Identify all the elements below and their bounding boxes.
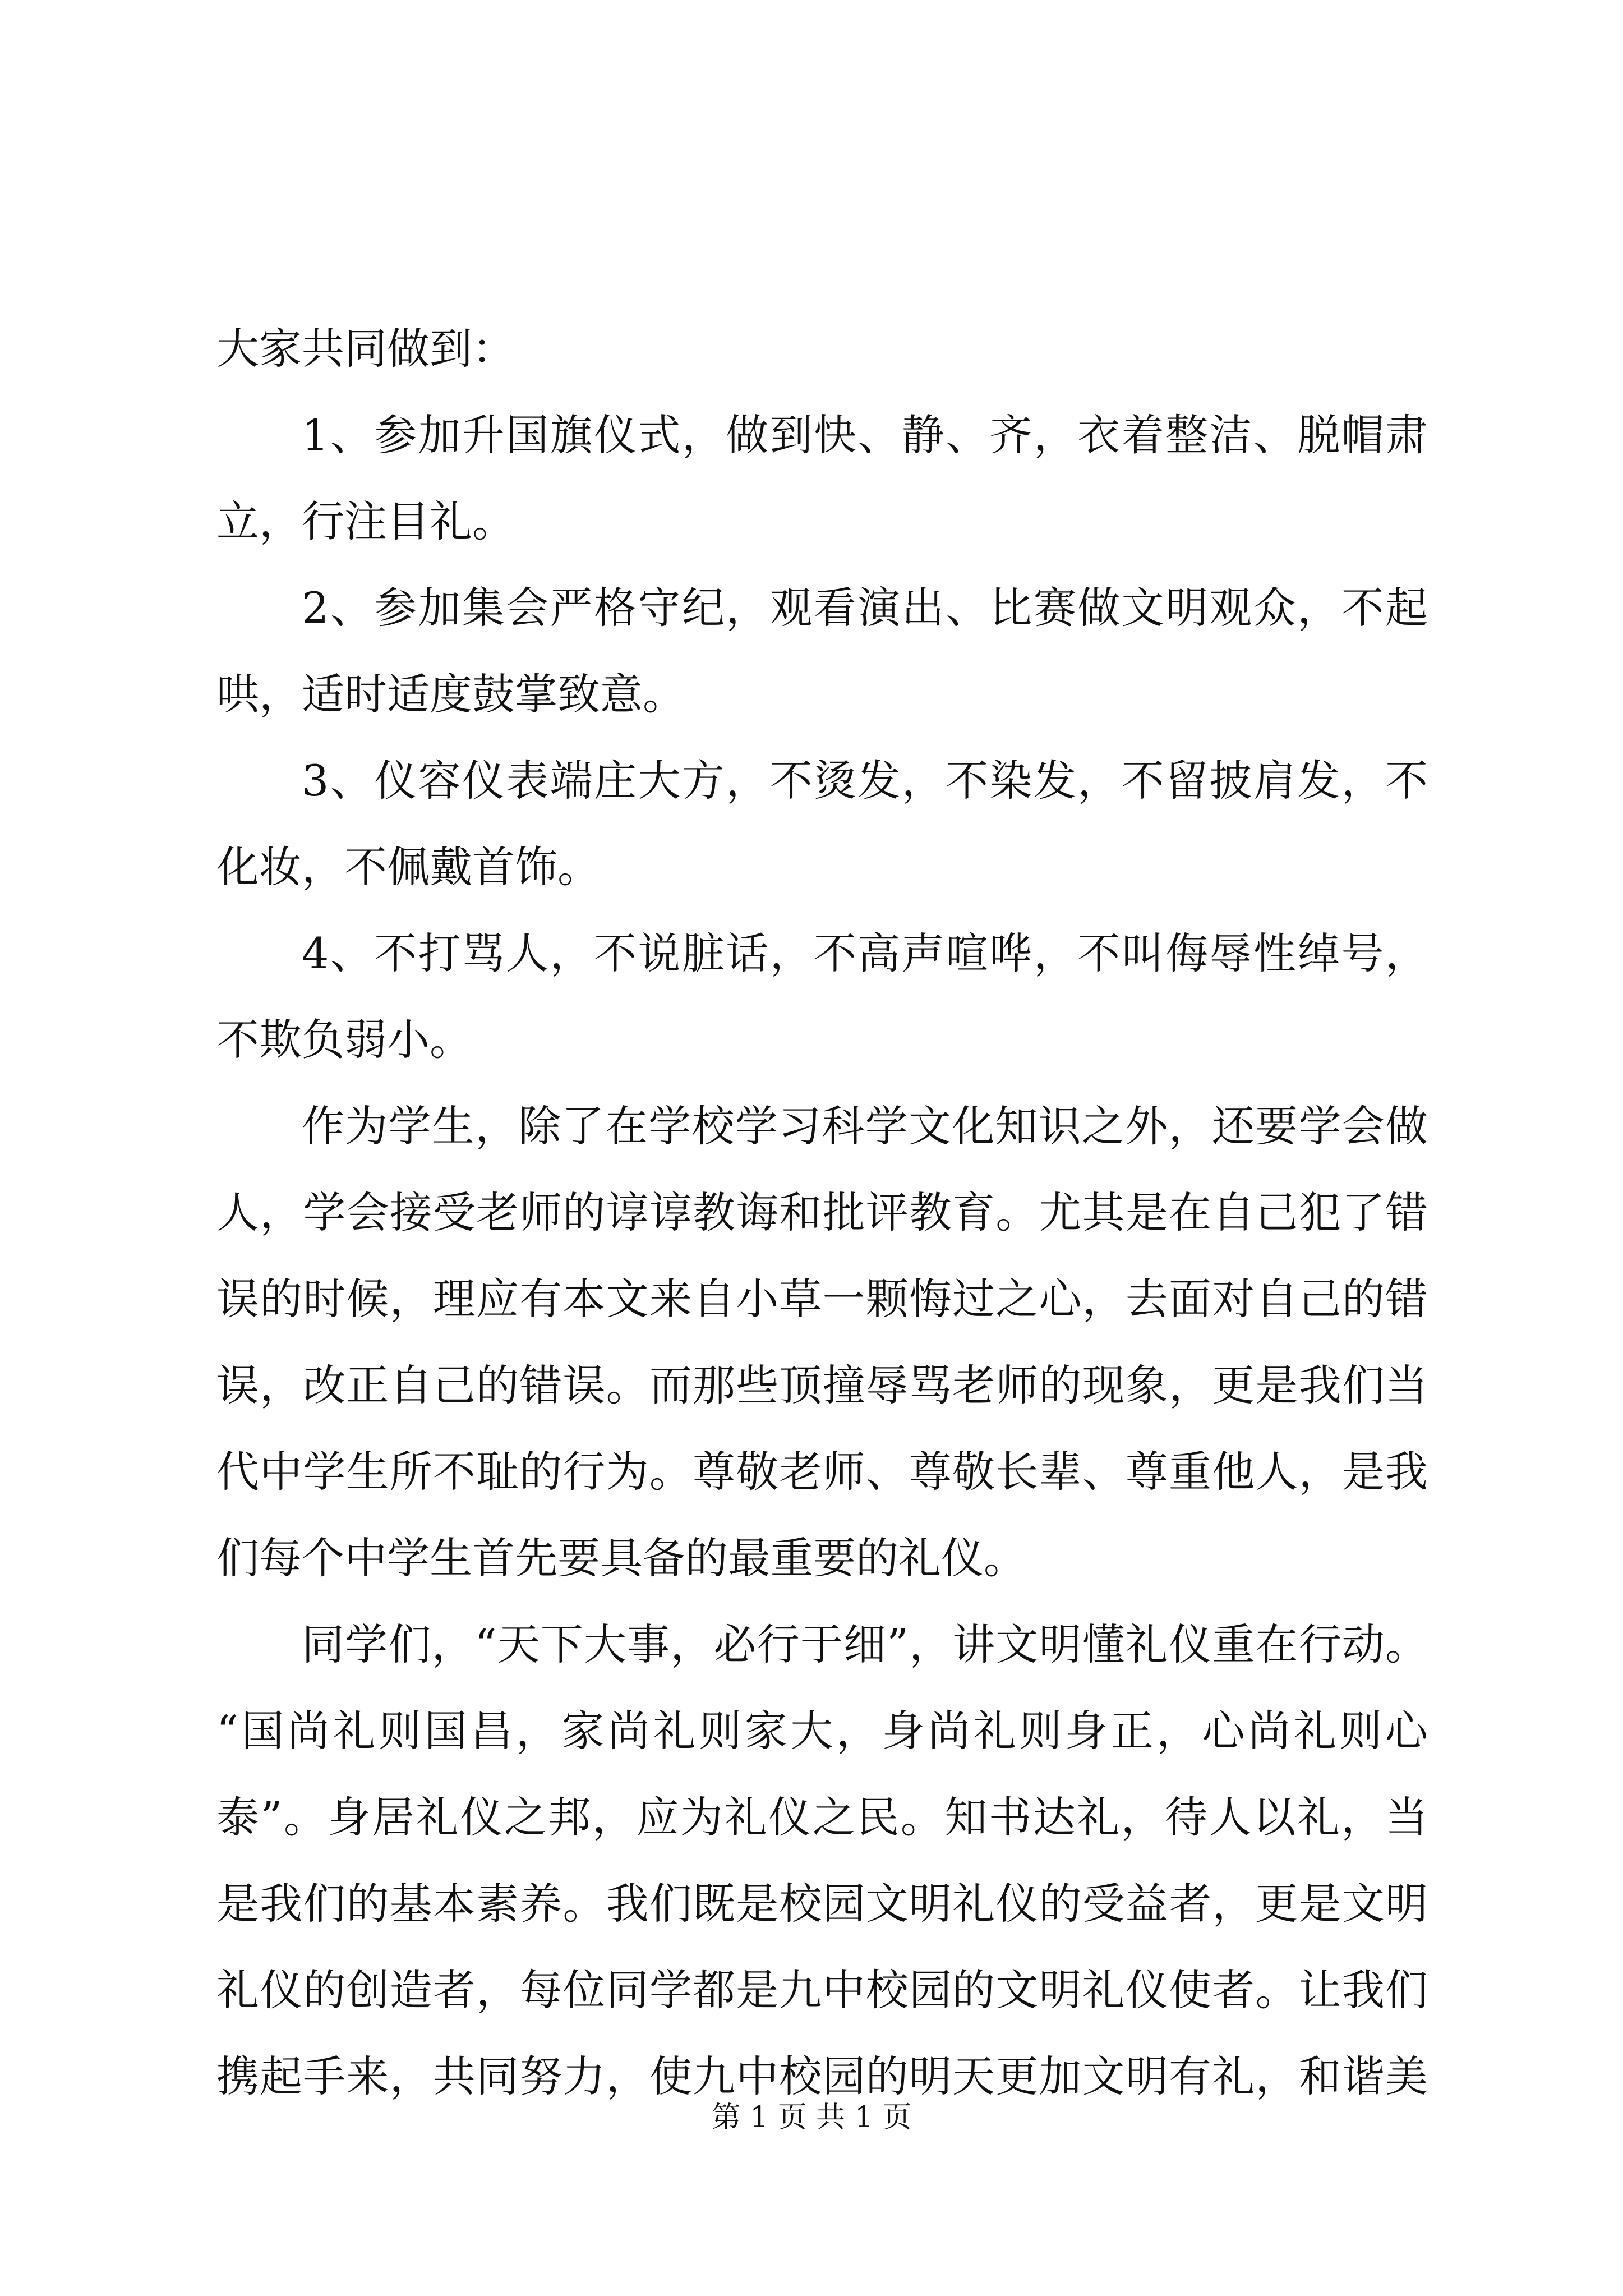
text-line: 礼仪的创造者，每位同学都是九中校园的文明礼仪使者。让我们 (216, 1965, 1428, 2015)
text-line: 们每个中学生首先要具备的最重要的礼仪。 (216, 1533, 1026, 1583)
text-line: 3、仪容仪表端庄大方，不烫发，不染发，不留披肩发，不 (302, 756, 1428, 806)
text-line: 误的时候，理应有本文来自小草一颗悔过之心，去面对自己的错 (216, 1274, 1428, 1324)
body-text (216, 306, 1428, 2120)
text-line: 同学们，“天下大事，必行于细”，讲文明懂礼仪重在行动。 (302, 1619, 1428, 1669)
text-line: 误，改正自己的错误。而那些顶撞辱骂老师的现象，更是我们当 (216, 1360, 1428, 1410)
text-line: 4、不打骂人，不说脏话，不高声喧哗，不叫侮辱性绰号， (302, 928, 1428, 978)
text-line: 作为学生，除了在学校学习科学文化知识之外，还要学会做 (302, 1101, 1428, 1151)
text-line: 立，行注目礼。 (216, 496, 515, 546)
text-line: 化妆，不佩戴首饰。 (216, 842, 600, 892)
text-line: 大家共同做到： (216, 324, 515, 374)
text-line: 是我们的基本素养。我们既是校园文明礼仪的受益者，更是文明 (216, 1879, 1428, 1929)
page-number-footer: 第 1 页 共 1 页 (711, 2101, 912, 2134)
text-line: 人，学会接受老师的谆谆教诲和批评教育。尤其是在自己犯了错 (216, 1188, 1428, 1237)
text-line: 哄，适时适度鼓掌致意。 (216, 669, 685, 719)
text-line: 不欺负弱小。 (216, 1015, 472, 1065)
text-line: 代中学生所不耻的行为。尊敬老师、尊敬长辈、尊重他人，是我 (216, 1447, 1428, 1497)
text-line: 1、参加升国旗仪式，做到快、静、齐，衣着整洁、脱帽肃 (302, 410, 1428, 460)
text-line: 2、参加集会严格守纪，观看演出、比赛做文明观众，不起 (302, 583, 1428, 633)
text-line: “国尚礼则国昌，家尚礼则家大，身尚礼则身正，心尚礼则心 (216, 1706, 1428, 1756)
text-line: 泰”。身居礼仪之邦，应为礼仪之民。知书达礼，待人以礼，当 (216, 1792, 1428, 1842)
text-line: 携起手来，共同努力，使九中校园的明天更加文明有礼，和谐美 (216, 2051, 1428, 2101)
